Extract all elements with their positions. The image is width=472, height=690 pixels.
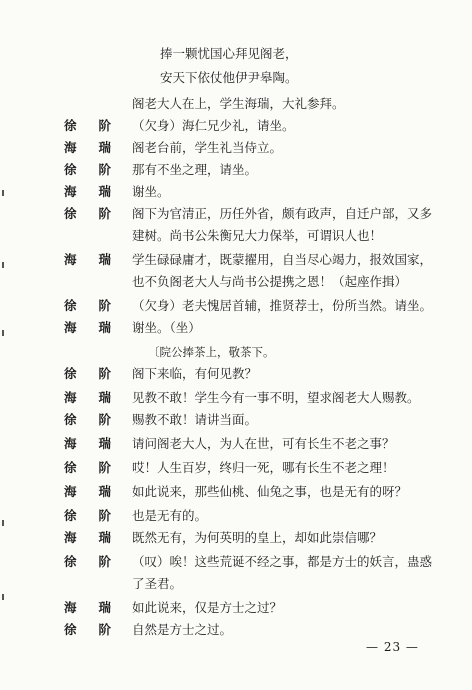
- verse-line: 捧一颗忧国心拜见阁老，: [160, 46, 298, 61]
- speaker-name: 徐阶: [64, 460, 134, 475]
- dialogue-text: 谢坐。（坐）: [132, 320, 201, 335]
- speaker-name: 海瑞: [64, 184, 134, 199]
- dialogue-text: 也是无有的。: [132, 508, 208, 523]
- speaker-name: 海瑞: [64, 252, 134, 267]
- dialogue-text: 谢坐。: [132, 184, 170, 199]
- dialogue-text: （欠身）老夫愧居首辅，推贤荐士，份所当然。请坐。: [132, 298, 433, 313]
- speaker-name: 徐阶: [64, 412, 134, 427]
- dialogue-text: 也不负阁老大人与尚书公提携之恩！（起座作揖）: [132, 274, 408, 289]
- speaker-name: 徐阶: [64, 162, 134, 177]
- speaker-name: 海瑞: [64, 320, 134, 335]
- dialogue-text: 哎！人生百岁，终归一死，哪有长生不老之理！: [132, 460, 395, 475]
- speaker-name: 海瑞: [64, 484, 134, 499]
- dialogue-text: 赐教不敢！请讲当面。: [132, 412, 258, 427]
- speaker-name: 海瑞: [64, 390, 134, 405]
- stage-direction: 〔院公捧茶上，敬茶下。: [148, 345, 275, 359]
- dialogue-text: 如此说来，那些仙桃、仙兔之事，也是无有的呀？: [132, 484, 408, 499]
- speaker-name: 徐阶: [64, 366, 134, 381]
- speaker-name: 海瑞: [64, 530, 134, 545]
- verse-line: 安天下依仗他伊尹皋陶。: [160, 70, 298, 85]
- speaker-name: 徐阶: [64, 298, 134, 313]
- scan-edge-mark: [2, 190, 4, 196]
- dialogue-text: 阁老大人在上，学生海瑞，大礼参拜。: [132, 96, 345, 111]
- dialogue-text: 自然是方士之过。: [132, 622, 233, 637]
- dialogue-text: 阁下为官清正，历任外省，颇有政声，自迁户部，又多: [132, 206, 433, 221]
- speaker-name: 徐阶: [64, 622, 134, 637]
- speaker-name: 海瑞: [64, 436, 134, 451]
- dialogue-text: 阁老台前，学生礼当侍立。: [132, 140, 283, 155]
- speaker-name: 徐阶: [64, 554, 134, 569]
- dialogue-text: 请问阁老大人，为人在世，可有长生不老之事？: [132, 436, 395, 451]
- dialogue-text: 那有不坐之理，请坐。: [132, 162, 258, 177]
- dialogue-text: 了圣君。: [132, 576, 183, 591]
- speaker-name: 海瑞: [64, 600, 134, 615]
- scan-edge-mark: [2, 330, 4, 336]
- dialogue-text: 建树。尚书公朱衡兄大力保举，可谓识人也！: [132, 228, 383, 243]
- dialogue-text: 阁下来临，有何见教？: [132, 366, 258, 381]
- dialogue-text: （叹）唉！这些荒诞不经之事，都是方士的妖言，蛊惑: [132, 554, 433, 569]
- dialogue-text: 如此说来，仅是方士之过？: [132, 600, 283, 615]
- speaker-name: 徐阶: [64, 508, 134, 523]
- speaker-name: 徐阶: [64, 206, 134, 221]
- scan-edge-mark: [2, 520, 4, 526]
- dialogue-text: 见教不敢！学生今有一事不明，望求阁老大人赐教。: [132, 390, 420, 405]
- dialogue-text: 学生碌碌庸才，既蒙擢用，自当尽心竭力，报效国家，: [132, 252, 433, 267]
- dialogue-text: （欠身）海仁兄少礼，请坐。: [132, 118, 295, 133]
- scan-edge-mark: [2, 594, 4, 600]
- speaker-name: 海瑞: [64, 140, 134, 155]
- page-number: — 23 —: [366, 640, 419, 654]
- speaker-name: 徐阶: [64, 118, 134, 133]
- scan-edge-mark: [2, 262, 4, 268]
- dialogue-text: 既然无有，为何英明的皇上，却如此崇信哪？: [132, 530, 383, 545]
